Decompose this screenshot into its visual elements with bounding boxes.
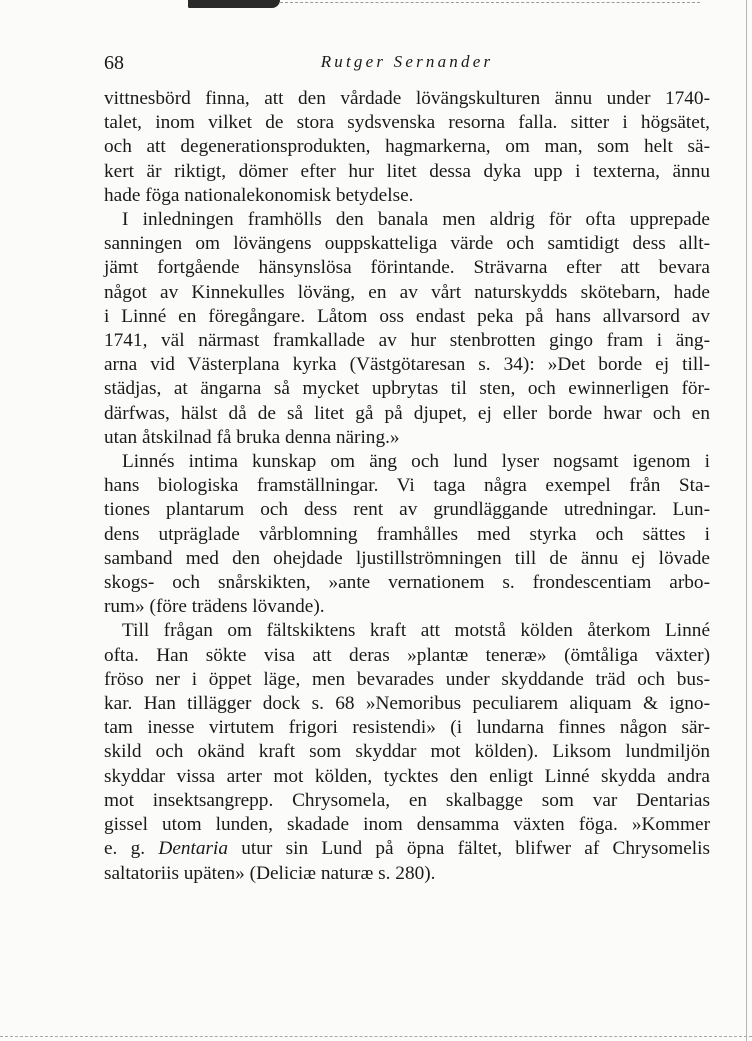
text-line: hade föga nationalekonomisk betydelse.	[104, 184, 414, 206]
paragraph	[104, 87, 710, 208]
text-line: Linnés intima kunskap om äng och lund lyser nogsamt igenom i	[122, 451, 710, 473]
text-line: 1741, väl närmast framkallade av hur stenbrotten gingo fram i äng-	[104, 330, 710, 352]
text-line: mot insektsangrepp. Chrysomela, en skalbagge som var Dentarias	[104, 789, 710, 811]
text-line: och att degenerationsprodukten, hagmarkerna, om man, som helt sä-	[104, 136, 710, 158]
text-line: sanningen om lövängens ouppskatteliga värde och samtidigt dess allt-	[104, 233, 710, 255]
text-line: något av Kinnekulles löväng, en av vårt naturskydds skötebarn, hade	[104, 281, 710, 303]
text-line: gissel utom lunden, skadade inom densamma växten föga. »Kommer	[104, 814, 710, 836]
body-text	[104, 87, 710, 886]
running-head	[104, 52, 710, 76]
bottom-edge-rule	[0, 1036, 752, 1037]
paragraph	[104, 450, 710, 619]
paragraph	[104, 208, 710, 450]
text-line: I inledningen framhölls den banala men aldrig för ofta upprepade	[122, 209, 710, 231]
text-line: kar. Han tillägger dock s. 68 »Nemoribus peculiarem aliquam & igno-	[104, 693, 710, 715]
text-line: tam inesse virtutem frigori resistendi» (i lundarna finnes någon sär-	[104, 717, 710, 739]
top-edge-rule	[280, 2, 700, 3]
italic-genus-name: Dentaria	[158, 838, 229, 860]
text-line: talet, inom vilket de stora sydsvenska resorna falla. sitter i högsätet,	[104, 112, 710, 134]
text-segment: utur sin Lund på öpna fältet, blifwer af Chrysomelis	[228, 838, 710, 860]
text-segment: e. g.	[104, 838, 159, 860]
text-line: tiones plantarum och dess rent av grundläggande utredningar. Lun-	[104, 499, 710, 521]
text-line	[104, 837, 710, 861]
text-line: Till frågan om fältskiktens kraft att motstå kölden återkom Linné	[122, 620, 710, 642]
text-line: kert är riktigt, dömer efter hur litet dessa dyka upp i texterna, ännu	[104, 160, 710, 182]
text-line: ofta. Han sökte visa att deras »plantæ teneræ» (ömtåliga växter)	[104, 644, 710, 666]
text-line: städjas, at ängarna så mycket upbrytas til sten, och ewinnerligen för-	[104, 378, 710, 400]
text-line: därfwas, hälst då de så litet gå på djupet, ej eller borde hwar och en	[104, 402, 710, 424]
text-line: jämt fortgående hänsynslösa förintande. Strävarna efter att bevara	[104, 257, 710, 279]
text-line: dens utpräglade vårblomning framhålles med styrka och sättes i	[104, 523, 710, 545]
text-line: fröso ner i öppet läge, men bevarades under skyddande träd och bus-	[104, 668, 710, 690]
paragraph	[104, 619, 710, 885]
text-line: rum» (före trädens lövande).	[104, 596, 325, 618]
text-line: utan åtskilnad få bruka denna näring.»	[104, 426, 400, 448]
running-title: Rutger Sernander	[320, 52, 494, 71]
text-line: skyddar vissa arter mot kölden, tycktes den enligt Linné skydda andra	[104, 765, 710, 787]
page-number: 68	[104, 52, 124, 74]
text-line: arna vid Västerplana kyrka (Västgötaresan s. 34): »Det borde ej till-	[104, 354, 710, 376]
text-line: vittnesbörd finna, att den vårdade lövängskulturen ännu under 1740-	[104, 88, 710, 109]
text-line: skild och okänd kraft som skyddar mot kölden). Liksom lundmiljön	[104, 741, 710, 763]
scan-artifact	[188, 0, 280, 8]
text-line: samband med den ohejdade ljustillströmningen till de ännu ej lövade	[104, 547, 710, 569]
text-line: i Linné en föregångare. Låtom oss endast peka på hans allvarsord av	[104, 305, 710, 327]
text-line: skogs- och snårskikten, »ante vernationem s. frondescentiam arbo-	[104, 572, 710, 594]
text-line: saltatoriis upäten» (Deliciæ naturæ s. 280).	[104, 862, 436, 884]
right-page-edge	[746, 0, 747, 1041]
text-line: hans biologiska framställningar. Vi taga några exempel från Sta-	[104, 475, 710, 497]
